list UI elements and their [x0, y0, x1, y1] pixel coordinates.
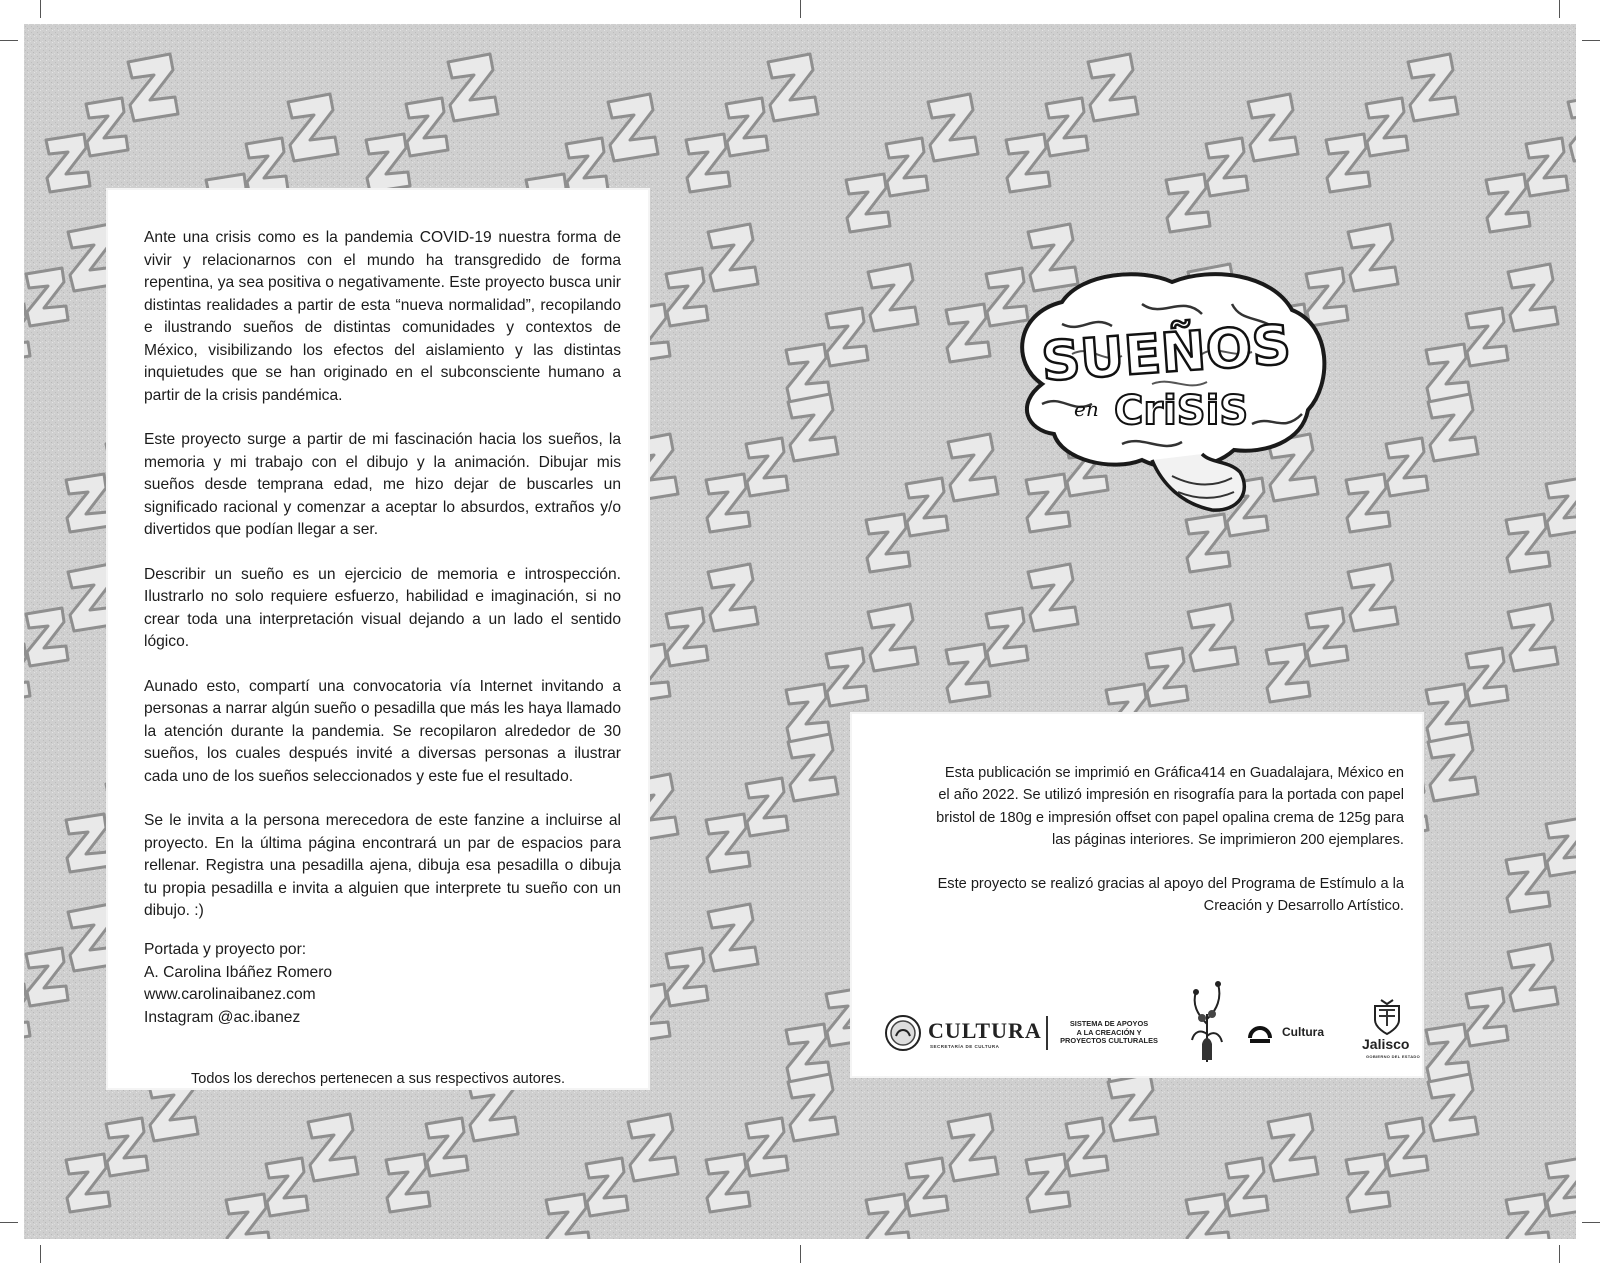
cover-subtitle: CriSiS	[1114, 388, 1249, 434]
plant-figure-icon	[1182, 974, 1232, 1064]
jalisco-wordmark: Jalisco	[1362, 1036, 1410, 1052]
cultura-wordmark: CULTURA	[928, 1018, 1042, 1043]
intro-paragraph: Este proyecto surge a partir de mi fascinación hacia los sueños, la memoria y mi trabajo con el dibujo y la animación. Dibujar mis sueños desde temprana edad, me hizo dejar de buscarles un significado racional y comenzar a aceptar lo absurdos, extraños y/o divertidos que podían llegar a ser.	[144, 431, 621, 538]
jalisco-crest-icon	[1367, 996, 1407, 1036]
jalisco-subtitle: GOBIERNO DEL ESTADO	[1366, 1054, 1421, 1059]
crop-mark	[800, 0, 801, 18]
pecda-logo	[1182, 974, 1232, 1064]
rights-notice: Todos los derechos pertenecen a sus respectivos autores.	[191, 1071, 565, 1087]
credits	[144, 939, 332, 1029]
cultura-circle-logo	[1246, 1018, 1346, 1048]
intro-paragraph: Describir un sueño es un ejercicio de memoria e introspección. Ilustrarlo no solo requiere esfuerzo, habilidad e imaginación, si no crear toda una interpretación visual dejando a un lado el sentido lógico.	[144, 565, 621, 650]
author-website: www.carolinaibanez.com	[144, 986, 316, 1003]
crop-mark	[0, 1222, 18, 1223]
sistema-line: PROYECTOS CULTURALES	[1060, 1036, 1158, 1046]
colophon-panel	[852, 714, 1422, 1076]
crop-mark	[1559, 1245, 1560, 1263]
cover-title: SUEÑOS	[1039, 313, 1293, 394]
intro-text	[144, 227, 621, 945]
print-info: Esta publicación se imprimió en Gráfica414 en Guadalajara, México en el año 2022. Se utilizó impresión en risografía para la portada con papel bristol de 180g e impresión offset con papel opalina crema de 125g para las páginas interiores. Se imprimieron 200 ejemplares.	[936, 765, 1404, 848]
author-instagram: Instagram @ac.ibanez	[144, 1008, 301, 1026]
crop-mark	[1582, 1222, 1600, 1223]
support-info: Este proyecto se realizó gracias al apoyo del Programa de Estímulo a la Creación y Desarrollo Artístico.	[937, 876, 1404, 915]
cultura-subtitle: SECRETARÍA DE CULTURA	[930, 1044, 1000, 1049]
brain-icon	[1002, 264, 1332, 524]
sponsor-logos	[852, 974, 1422, 1064]
author-name: A. Carolina Ibáñez Romero	[144, 963, 333, 981]
cover-title-connector: en	[1074, 397, 1099, 421]
crop-mark	[40, 0, 41, 18]
cover-brain-illustration	[1002, 264, 1332, 524]
intro-paragraph: Se le invita a la persona merecedora de este fanzine a incluirse al proyecto. En la última página encontrará un par de espacios para rellenar. Registra una pesadilla ajena, dibuja esa pesadilla o dibuja tu propia pesadilla e invita a alguien que interprete tu sueño con un dibujo. :)	[144, 812, 621, 919]
sistema-line: A LA CREACIÓN Y	[1076, 1027, 1142, 1037]
intro-text-panel	[108, 190, 648, 1088]
sistema-apoyos-logo	[1054, 1020, 1164, 1046]
crop-mark	[40, 1245, 41, 1263]
intro-paragraph: Aunado esto, compartí una convocatoria vía Internet invitando a personas a narrar algún sueño o pesadilla que más les haya llamado la atención durante la pandemia. Se recopilaron alrededor de 30 sueños, los cuales después invité a diversas personas a ilustrar cada uno de los sueños seleccionados y este fue el resultado.	[144, 677, 621, 785]
cultura-wordmark-2: Cultura	[1282, 1025, 1324, 1039]
crop-mark	[800, 1245, 801, 1263]
eagle-seal-icon	[884, 1014, 922, 1052]
crop-mark	[1582, 40, 1600, 41]
sistema-line: SISTEMA DE APOYOS	[1069, 1019, 1149, 1028]
crop-mark	[0, 40, 18, 41]
circle-mark-icon	[1246, 1018, 1274, 1046]
jalisco-logo	[1352, 996, 1422, 1066]
credits-heading: Portada y proyecto por:	[144, 941, 307, 958]
intro-paragraph: Ante una crisis como es la pandemia COVID-19 nuestra forma de vivir y relacionarnos con el mundo ha transgredido de forma repentina, ya sea positiva o negativamente. Este proyecto busca unir distintas realidades a partir de esta “nueva normalidad”, recopilando e ilustrando sueños de distintas comunidades y contextos de México, visibilizando los efectos del aislamiento y las distintas inquietudes que se han originado en el subconsciente humano a partir de la crisis pandémica.	[144, 229, 621, 404]
divider	[1046, 1016, 1048, 1050]
secretaria-cultura-logo	[884, 1014, 1044, 1054]
crop-mark	[1559, 0, 1560, 18]
colophon-text	[934, 762, 1404, 940]
